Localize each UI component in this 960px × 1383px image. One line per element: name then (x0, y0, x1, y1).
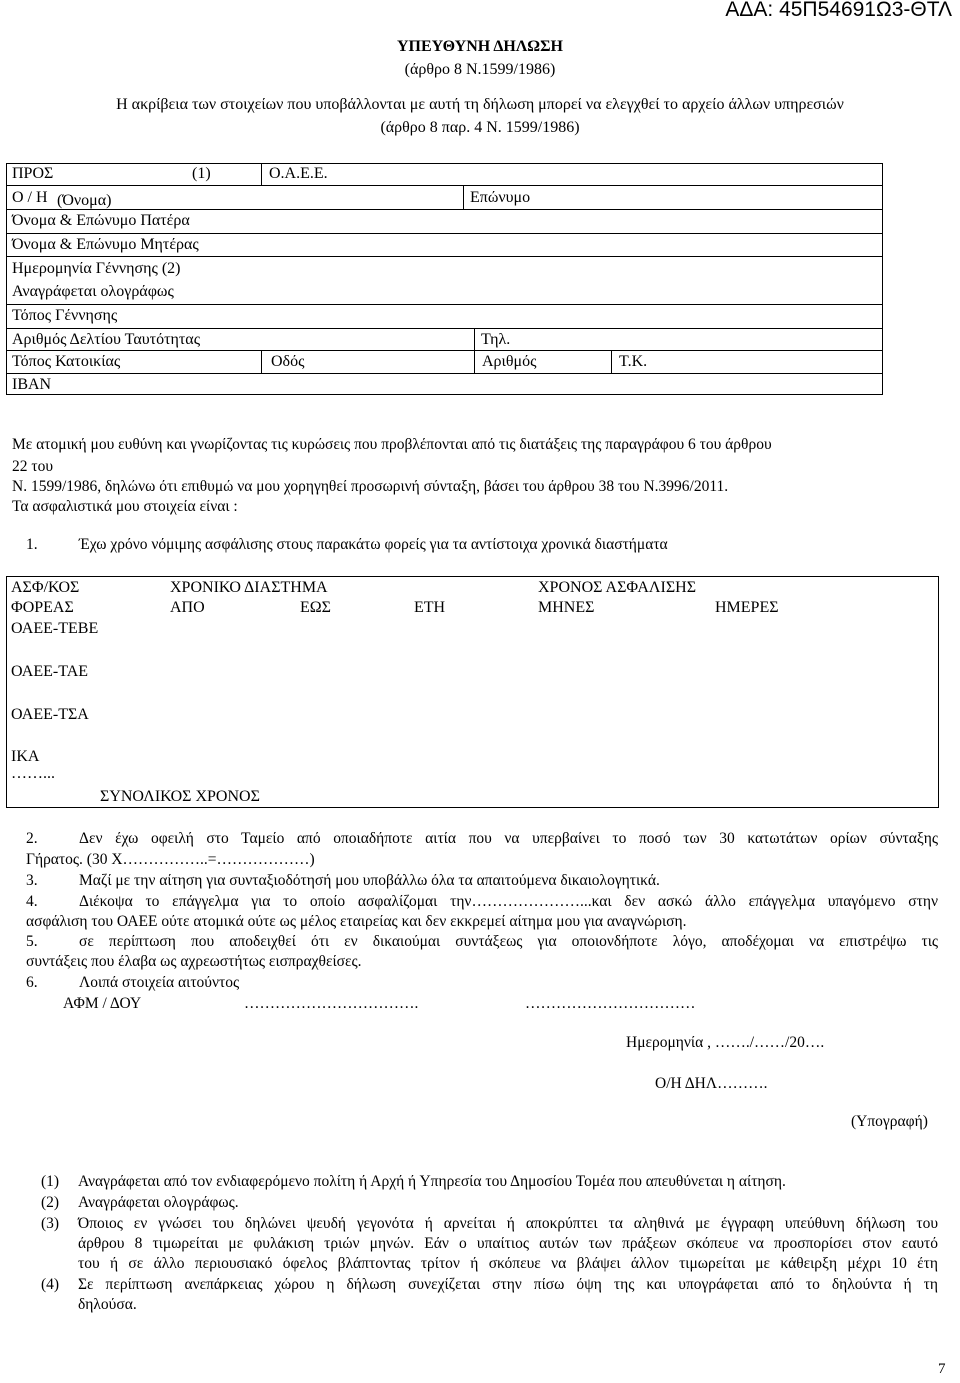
item2-number: 2. (26, 830, 38, 847)
item1-text: Έχω χρόνο νόμιμης ασφάλισης στους παρακάτω φορείς για τα αντίστοιχα χρονικά διαστήματα (79, 536, 668, 553)
total-time-label: ΣΥΝΟΛΙΚΟΣ ΧΡΟΝΟΣ (100, 788, 260, 805)
form-row-divider (7, 304, 882, 305)
footnote1-number: (1) (41, 1173, 60, 1190)
fund-row-ika: ΙΚΑ (11, 748, 40, 765)
item4-line2: ασφάλιση του ΟΑΕΕ ούτε ατομικά ούτε ως μέλος εταιρείας και δεν εκκρεμεί αίτημα μου για αναγνώριση. (26, 913, 687, 930)
footnote1-text: Αναγράφεται από τον ενδιαφερόμενο πολίτη ή Αρχή ή Υπηρεσία του Δημοσίου Τομέα που απευθύνεται η αίτηση. (78, 1173, 786, 1190)
fund-row-tae: ΟΑΕΕ-ΤΑΕ (11, 663, 89, 680)
years-header: ΕΤΗ (414, 599, 446, 616)
dob-label: Ημερομηνία Γέννησης (2) (12, 260, 181, 277)
footnote2-number: (2) (41, 1194, 60, 1211)
item4-line1: Διέκοψα το επάγγελμα για το οποίο ασφαλίζομαι την…………………...και δεν ασκώ άλλο επάγγελμα υπαγόμενο στην (79, 893, 938, 910)
item6-number: 6. (26, 974, 38, 991)
signature-label: (Υπογραφή) (851, 1113, 928, 1130)
surname-label: Επώνυμο (470, 189, 531, 206)
afm-doy-label: ΑΦΜ / ΔΟΥ (63, 995, 142, 1012)
statement-line2: 22 του (12, 458, 54, 475)
father-label: Όνομα & Επώνυμο Πατέρα (12, 212, 190, 229)
form-row-divider (7, 373, 882, 374)
item6-text: Λοιπά στοιχεία αιτούντος (79, 974, 240, 991)
item5-number: 5. (26, 933, 38, 950)
accuracy-note-line2: (άρθρο 8 παρ. 4 Ν. 1599/1986) (380, 119, 580, 136)
accuracy-note-line1: Η ακρίβεια των στοιχείων που υποβάλλονται με αυτή τη δήλωση μπορεί να ελεγχθεί το αρχείο άλλων υπηρεσιών (116, 96, 844, 113)
birthplace-label: Τόπος Γέννησης (12, 307, 118, 324)
date-line: Ημερομηνία , ……./……/20…. (626, 1034, 825, 1051)
form-col-divider (463, 185, 464, 209)
footnote2-text: Αναγράφεται ολογράφως. (78, 1194, 239, 1211)
form-row-divider (7, 328, 882, 329)
footnote3-number: (3) (41, 1215, 60, 1232)
days-header: ΗΜΕΡΕΣ (715, 599, 779, 616)
months-header: ΜΗΝΕΣ (538, 599, 595, 616)
item1-number: 1. (26, 536, 38, 553)
from-header: ΑΠΟ (170, 599, 205, 616)
dob-note: Αναγράφεται ολογράφως (12, 283, 174, 300)
form-col-divider (611, 350, 612, 373)
item3-number: 3. (26, 872, 38, 889)
statement-line1: Με ατομική μου ευθύνη και γνωρίζοντας τις κυρώσεις που προβλέπονται από τις διατάξεις της παραγράφου 6 του άρθρου (12, 436, 772, 453)
ada-code: ΑΔΑ: 45Π54691Ω3-ΘΤΛ (725, 0, 952, 21)
phone-label: Τηλ. (481, 331, 511, 348)
footnote3-line2: άρθρου 8 τιμωρείται με φυλάκιση τριών μηνών. Εάν ο υπαίτιος αυτών των πράξεων σκόπευε να προσπορίσει στον εαυτό (78, 1235, 938, 1252)
footnote4-number: (4) (41, 1276, 60, 1293)
footnote4-line1: Σε περίπτωση ανεπάρκειας χώρου η δήλωση συνεχίζεται στην πίσω όψη της και υπογράφεται από το δηλούντα ή τη (78, 1276, 938, 1293)
statement-line3: Ν. 1599/1986, δηλώνω ότι επιθυμώ να μου χορηγηθεί προσωρινή σύνταξη, βάσει του άρθρου 38 του Ν.3996/2011. (12, 478, 729, 495)
form-row-divider (7, 256, 882, 257)
insurance-table (6, 576, 939, 808)
postcode-label: Τ.Κ. (619, 353, 648, 370)
page-number: 7 (938, 1361, 946, 1377)
name-label: Ο / Η (12, 189, 48, 206)
footnote3-line3: του ή σε άλλο περιουσιακό όφελος βλάπτοντας τρίτον ή σκόπευε να βλάψει άλλον τιμωρείται με κάθειρξη μέχρι 10 έτη (78, 1255, 938, 1272)
fund-header-2: ΦΟΡΕΑΣ (11, 599, 74, 616)
form-row-divider (7, 350, 882, 351)
form-col-divider (474, 328, 475, 373)
street-label: Οδός (271, 353, 305, 370)
item4-number: 4. (26, 893, 38, 910)
declarant-line: Ο/Η ΔΗΛ………. (655, 1075, 768, 1092)
to-value: Ο.Α.Ε.Ε. (269, 165, 328, 182)
id-number-label: Αριθμός Δελτίου Ταυτότητας (12, 331, 201, 348)
document-subtitle: (άρθρο 8 Ν.1599/1986) (404, 61, 556, 78)
street-number-label: Αριθμός (482, 353, 537, 370)
to-footnote-ref: (1) (192, 165, 211, 182)
fund-row-tebe: ΟΑΕΕ-ΤΕΒΕ (11, 620, 99, 637)
item2-line2: Γήρατος. (30 Χ……………..=………………) (26, 851, 315, 868)
to-header: ΕΩΣ (300, 599, 331, 616)
name-hint: (Όνομα) (57, 192, 112, 209)
form-row-divider (7, 233, 882, 234)
form-row-divider (7, 185, 882, 186)
residence-label: Τόπος Κατοικίας (12, 353, 121, 370)
iban-label: IBAN (12, 376, 52, 393)
insurance-time-header: ΧΡΟΝΟΣ ΑΣΦΑΛΙΣΗΣ (538, 579, 697, 596)
footnote3-line1: Όποιος εν γνώσει του δηλώνει ψευδή γεγονότα ή αρνείται ή αποκρύπτει τα αληθινά με έγγραφη υπεύθυνη δήλωση του (78, 1215, 938, 1232)
statement-line4: Τα ασφαλιστικά μου στοιχεία είναι : (12, 498, 238, 515)
item3-text: Μαζί με την αίτηση για συνταξιοδότησή μου υποβάλλω όλα τα απαιτούμενα δικαιολογητικά. (79, 872, 660, 889)
fund-row-tsa: ΟΑΕΕ-ΤΣΑ (11, 706, 89, 723)
item2-line1: Δεν έχω οφειλή στο Ταμείο από οποιαδήποτε αιτία που να υπερβαίνει το ποσό των 30 κατωτάτων ορίων σύνταξης (79, 830, 938, 847)
fund-header: ΑΣΦ/ΚΟΣ (11, 579, 80, 596)
item5-line2: συντάξεις που έλαβα ως αχρεωστήτως εισπραχθείσες. (26, 953, 362, 970)
form-row-divider (7, 209, 882, 210)
mother-label: Όνομα & Επώνυμο Μητέρας (12, 236, 199, 253)
to-label: ΠΡΟΣ (12, 165, 54, 182)
doy-dots: …………………………… (525, 995, 696, 1012)
fund-row-other: ……... (11, 765, 55, 782)
form-col-divider (261, 350, 262, 373)
document-title: ΥΠΕΥΘΥΝΗ ΔΗΛΩΣΗ (396, 38, 563, 55)
personal-data-form (6, 163, 883, 395)
afm-dots: ……………………………. (244, 995, 419, 1012)
item5-line1: σε περίπτωση που αποδειχθεί ότι εν δικαιούμαι συντάξεως για οποιονδήποτε λόγο, αποδέχομαι να επιστρέψω τις (79, 933, 938, 950)
period-header: ΧΡΟΝΙΚΟ ΔΙΑΣΤΗΜΑ (170, 579, 328, 596)
footnote4-line2: δηλούσα. (78, 1296, 137, 1313)
form-col-divider (261, 164, 262, 185)
